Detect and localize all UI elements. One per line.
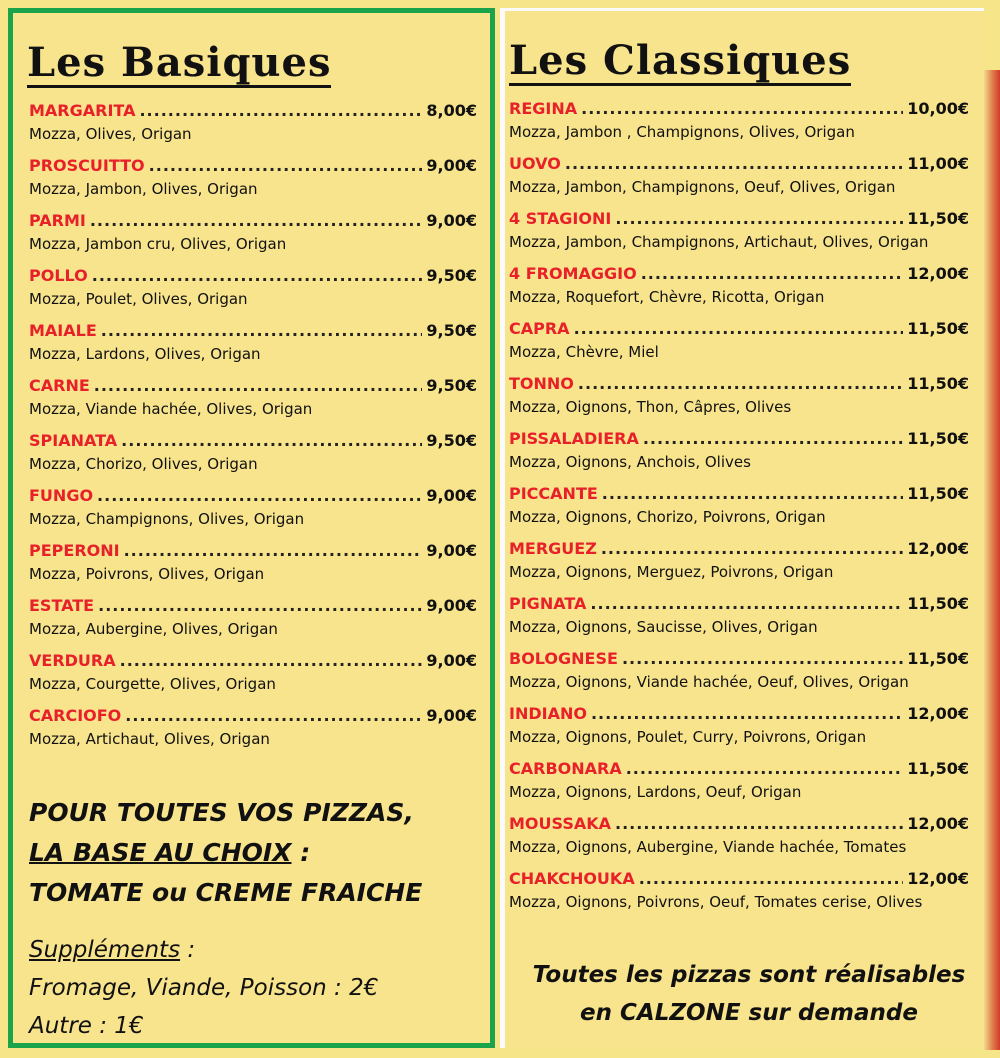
pizza-price: 9,00€ <box>426 706 477 725</box>
pizza-price: 11,50€ <box>907 374 969 393</box>
pizza-ingredients: Mozza, Artichaut, Olives, Origan <box>29 730 270 748</box>
right-red-edge <box>984 70 1000 1050</box>
pizza-price: 9,50€ <box>426 431 477 450</box>
menu-item-row <box>509 152 969 176</box>
basiques-heading: Les Basiques <box>27 39 332 86</box>
dot-leader <box>622 647 903 671</box>
pizza-name: PIGNATA <box>509 594 587 613</box>
base-note-line1: POUR TOUTES VOS PIZZAS, <box>29 798 414 827</box>
menu-item <box>509 867 969 922</box>
basiques-panel <box>8 8 495 1048</box>
pizza-name: MAIALE <box>29 321 97 340</box>
pizza-name: INDIANO <box>509 704 587 723</box>
pizza-name: UOVO <box>509 154 561 173</box>
pizza-ingredients: Mozza, Oignons, Poulet, Curry, Poivrons, Origan <box>509 728 867 746</box>
dot-leader <box>94 374 423 398</box>
menu-item-row <box>29 539 477 563</box>
supplements-line1: Fromage, Viande, Poisson : 2€ <box>29 975 379 1001</box>
pizza-ingredients: Mozza, Oignons, Chorizo, Poivrons, Origan <box>509 508 826 526</box>
menu-item-row <box>29 154 477 178</box>
pizza-price: 8,00€ <box>426 101 477 120</box>
dot-leader <box>581 97 903 121</box>
pizza-name: REGINA <box>509 99 578 118</box>
menu-item <box>509 812 969 867</box>
dot-leader <box>626 757 904 781</box>
menu-item <box>29 154 477 209</box>
dot-leader <box>121 429 422 453</box>
menu-item-row <box>29 319 477 343</box>
supplements-note <box>29 931 479 1045</box>
menu-item-row <box>509 812 969 836</box>
menu-item <box>509 482 969 537</box>
menu-item <box>509 97 969 152</box>
menu-item <box>29 209 477 264</box>
pizza-ingredients: Mozza, Oignons, Aubergine, Viande hachée, Tomates <box>509 838 907 856</box>
dot-leader <box>615 812 903 836</box>
base-note-line3: TOMATE ou CREME FRAICHE <box>29 878 423 907</box>
classiques-heading: Les Classiques <box>509 37 852 84</box>
dot-leader <box>125 704 422 728</box>
dot-leader <box>120 649 423 673</box>
pizza-name: PEPERONI <box>29 541 120 560</box>
menu-item <box>29 99 477 154</box>
menu-item-row <box>29 264 477 288</box>
pizza-price: 11,00€ <box>907 154 969 173</box>
menu-item-row <box>29 374 477 398</box>
pizza-ingredients: Mozza, Poulet, Olives, Origan <box>29 290 248 308</box>
pizza-ingredients: Mozza, Courgette, Olives, Origan <box>29 675 276 693</box>
pizza-ingredients: Mozza, Poivrons, Olives, Origan <box>29 565 265 583</box>
pizza-price: 12,00€ <box>907 264 969 283</box>
dot-leader <box>601 537 903 561</box>
pizza-price: 12,00€ <box>907 704 969 723</box>
menu-item <box>509 647 969 702</box>
menu-item-row <box>509 647 969 671</box>
menu-item-row <box>29 209 477 233</box>
pizza-name: FUNGO <box>29 486 94 505</box>
dot-leader <box>90 209 423 233</box>
pizza-name: 4 FROMAGGIO <box>509 264 637 283</box>
pizza-name: MERGUEZ <box>509 539 597 558</box>
menu-item-row <box>29 429 477 453</box>
supplements-title-line <box>29 931 479 969</box>
pizza-ingredients: Mozza, Oignons, Lardons, Oeuf, Origan <box>509 783 802 801</box>
menu-item-row <box>29 594 477 618</box>
pizza-ingredients: Mozza, Oignons, Poivrons, Oeuf, Tomates cerise, Olives <box>509 893 923 911</box>
pizza-ingredients: Mozza, Jambon, Champignons, Oeuf, Olives, Origan <box>509 178 896 196</box>
base-note-underlined: LA BASE AU CHOIX <box>29 838 292 867</box>
menu-item-row <box>509 207 969 231</box>
pizza-name: POLLO <box>29 266 88 285</box>
pizza-name: PROSCUITTO <box>29 156 145 175</box>
pizza-ingredients: Mozza, Jambon, Olives, Origan <box>29 180 258 198</box>
menu-item <box>509 592 969 647</box>
menu-item <box>509 207 969 262</box>
menu-item-row <box>29 99 477 123</box>
pizza-price: 11,50€ <box>907 759 969 778</box>
pizza-name: CAPRA <box>509 319 570 338</box>
menu-item-row <box>509 427 969 451</box>
menu-item <box>29 484 477 539</box>
pizza-ingredients: Mozza, Oignons, Saucisse, Olives, Origan <box>509 618 818 636</box>
menu-item <box>29 429 477 484</box>
pizza-ingredients: Mozza, Jambon , Champignons, Olives, Origan <box>509 123 855 141</box>
menu-item <box>509 372 969 427</box>
dot-leader <box>574 317 904 341</box>
calzone-note <box>509 956 989 1032</box>
pizza-name: ESTATE <box>29 596 95 615</box>
pizza-ingredients: Mozza, Aubergine, Olives, Origan <box>29 620 278 638</box>
dot-leader <box>578 372 903 396</box>
pizza-ingredients: Mozza, Olives, Origan <box>29 125 192 143</box>
calzone-line2: en CALZONE sur demande <box>580 1000 918 1026</box>
pizza-name: CARNE <box>29 376 90 395</box>
classiques-panel <box>500 8 984 1048</box>
menu-item-row <box>509 262 969 286</box>
dot-leader <box>139 99 422 123</box>
dot-leader <box>591 702 903 726</box>
pizza-ingredients: Mozza, Champignons, Olives, Origan <box>29 510 305 528</box>
pizza-name: PARMI <box>29 211 86 230</box>
pizza-price: 12,00€ <box>907 869 969 888</box>
menu-item <box>29 649 477 704</box>
dot-leader <box>98 594 422 618</box>
pizza-price: 12,00€ <box>907 539 969 558</box>
pizza-name: MOUSSAKA <box>509 814 612 833</box>
menu-item-row <box>509 97 969 121</box>
menu-item <box>509 317 969 372</box>
pizza-name: SPIANATA <box>29 431 118 450</box>
menu-item <box>29 539 477 594</box>
pizza-price: 12,00€ <box>907 814 969 833</box>
pizza-ingredients: Mozza, Jambon, Champignons, Artichaut, Olives, Origan <box>509 233 929 251</box>
menu-item <box>29 704 477 759</box>
pizza-price: 9,50€ <box>426 321 477 340</box>
menu-item <box>509 152 969 207</box>
pizza-ingredients: Mozza, Lardons, Olives, Origan <box>29 345 261 363</box>
menu-item <box>29 319 477 374</box>
dot-leader <box>97 484 422 508</box>
pizza-name: TONNO <box>509 374 574 393</box>
pizza-price: 9,50€ <box>426 376 477 395</box>
menu-item <box>509 262 969 317</box>
pizza-price: 10,00€ <box>907 99 969 118</box>
base-note-line2 <box>29 833 479 873</box>
dot-leader <box>124 539 423 563</box>
menu-item-row <box>29 649 477 673</box>
pizza-price: 9,00€ <box>426 596 477 615</box>
pizza-ingredients: Mozza, Chèvre, Miel <box>509 343 659 361</box>
dot-leader <box>565 152 903 176</box>
pizza-price: 9,00€ <box>426 486 477 505</box>
pizza-ingredients: Mozza, Oignons, Merguez, Poivrons, Origan <box>509 563 834 581</box>
dot-leader <box>641 262 904 286</box>
menu-item-row <box>509 867 969 891</box>
dot-leader <box>101 319 423 343</box>
menu-item-row <box>509 482 969 506</box>
menu-item-row <box>509 592 969 616</box>
pizza-price: 9,00€ <box>426 651 477 670</box>
calzone-line1: Toutes les pizzas sont réalisables <box>532 962 966 988</box>
pizza-price: 11,50€ <box>907 319 969 338</box>
pizza-ingredients: Mozza, Roquefort, Chèvre, Ricotta, Origan <box>509 288 825 306</box>
dot-leader <box>602 482 903 506</box>
pizza-name: CARBONARA <box>509 759 622 778</box>
pizza-ingredients: Mozza, Oignons, Anchois, Olives <box>509 453 751 471</box>
menu-item-row <box>29 484 477 508</box>
pizza-ingredients: Mozza, Chorizo, Olives, Origan <box>29 455 258 473</box>
pizza-price: 11,50€ <box>907 429 969 448</box>
pizza-price: 9,00€ <box>426 541 477 560</box>
pizza-price: 11,50€ <box>907 649 969 668</box>
menu-item-row <box>509 702 969 726</box>
pizza-name: CARCIOFO <box>29 706 122 725</box>
menu-item <box>29 594 477 649</box>
menu-item-row <box>29 704 477 728</box>
dot-leader <box>643 427 903 451</box>
pizza-price: 11,50€ <box>907 209 969 228</box>
classiques-list <box>509 97 969 922</box>
supplements-title: Suppléments <box>29 937 181 963</box>
pizza-name: PICCANTE <box>509 484 598 503</box>
base-note-colon: : <box>291 838 311 867</box>
menu-item-row <box>509 317 969 341</box>
pizza-name: VERDURA <box>29 651 116 670</box>
menu-item <box>509 757 969 812</box>
pizza-price: 9,00€ <box>426 211 477 230</box>
pizza-price: 11,50€ <box>907 594 969 613</box>
menu-item-row <box>509 537 969 561</box>
pizza-price: 9,00€ <box>426 156 477 175</box>
pizza-ingredients: Mozza, Oignons, Viande hachée, Oeuf, Olives, Origan <box>509 673 909 691</box>
supplements-line2: Autre : 1€ <box>29 1013 144 1039</box>
menu-item <box>509 537 969 592</box>
pizza-ingredients: Mozza, Jambon cru, Olives, Origan <box>29 235 287 253</box>
dot-leader <box>149 154 423 178</box>
pizza-name: MARGARITA <box>29 101 136 120</box>
pizza-price: 11,50€ <box>907 484 969 503</box>
dot-leader <box>92 264 423 288</box>
pizza-price: 9,50€ <box>426 266 477 285</box>
menu-item <box>509 427 969 482</box>
menu-item <box>29 264 477 319</box>
menu-item <box>29 374 477 429</box>
supplements-colon: : <box>180 937 196 963</box>
pizza-ingredients: Mozza, Oignons, Thon, Câpres, Olives <box>509 398 792 416</box>
dot-leader <box>615 207 903 231</box>
menu-item-row <box>509 372 969 396</box>
pizza-name: PISSALADIERA <box>509 429 639 448</box>
pizza-ingredients: Mozza, Viande hachée, Olives, Origan <box>29 400 313 418</box>
basiques-list <box>29 99 477 759</box>
dot-leader <box>639 867 904 891</box>
menu-item <box>509 702 969 757</box>
dot-leader <box>590 592 903 616</box>
base-choice-note <box>29 793 479 913</box>
pizza-name: 4 STAGIONI <box>509 209 612 228</box>
pizza-name: CHAKCHOUKA <box>509 869 635 888</box>
pizza-name: BOLOGNESE <box>509 649 618 668</box>
menu-item-row <box>509 757 969 781</box>
